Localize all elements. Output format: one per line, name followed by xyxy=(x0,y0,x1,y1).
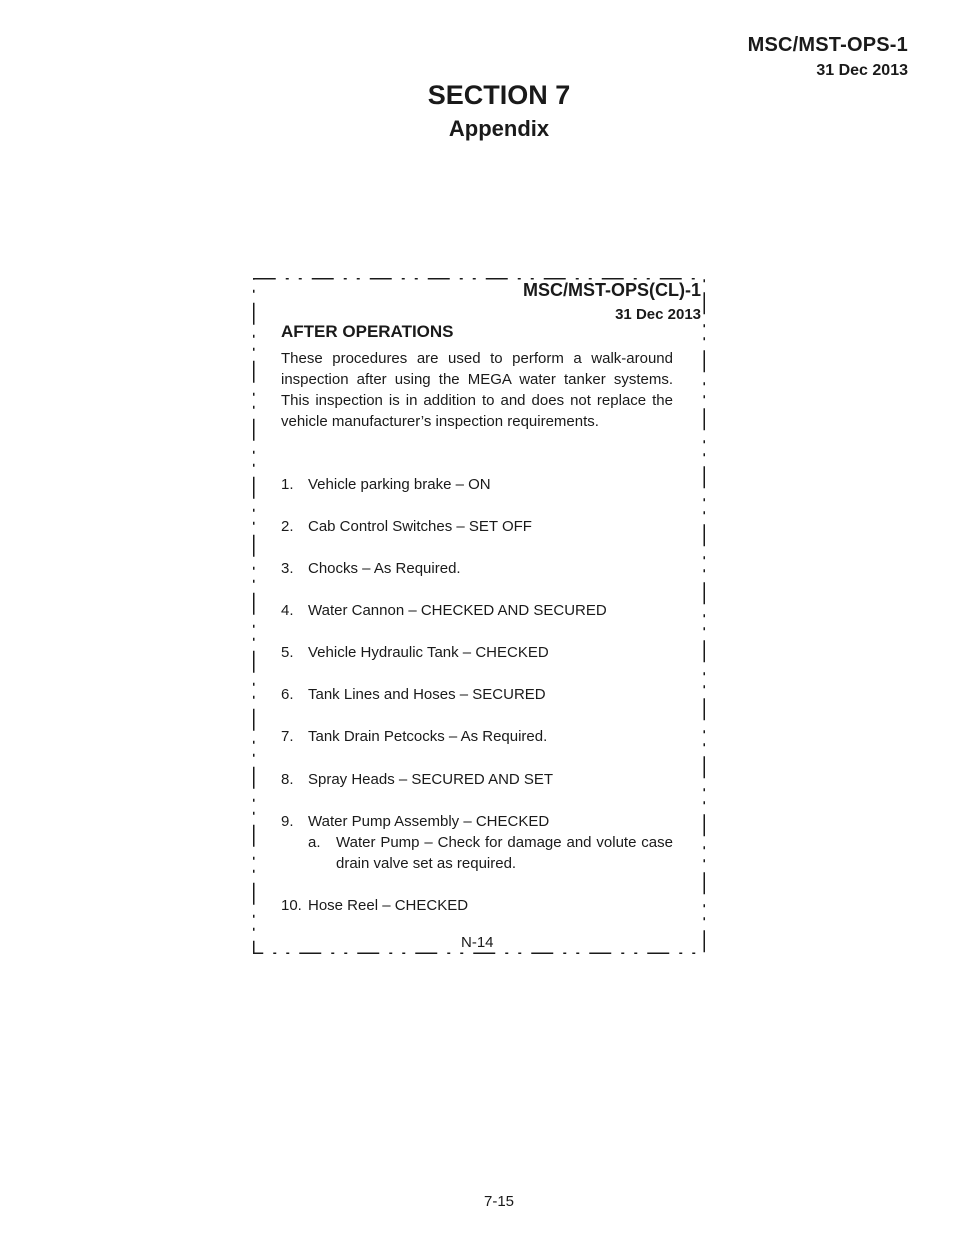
step-text: Cab Control Switches – SET OFF xyxy=(308,518,532,535)
step-number: 4. xyxy=(281,602,294,619)
step-number: 2. xyxy=(281,518,294,535)
step-text: Tank Drain Petcocks – As Required. xyxy=(308,728,548,745)
step-text: Water Cannon – CHECKED AND SECURED xyxy=(308,602,607,619)
document-id: MSC/MST-OPS-1 xyxy=(747,34,908,56)
step-text: Chocks – As Required. xyxy=(308,560,461,577)
card-document-id: MSC/MST-OPS(CL)-1 xyxy=(523,280,701,300)
section-title: SECTION 7 xyxy=(427,80,571,110)
step-text: Vehicle Hydraulic Tank – CHECKED xyxy=(308,644,549,661)
step-text: Spray Heads – SECURED AND SET xyxy=(308,771,554,788)
checklist-card xyxy=(253,278,705,954)
step-text: Hose Reel – CHECKED xyxy=(308,897,469,914)
step-text: Tank Lines and Hoses – SECURED xyxy=(308,686,546,703)
step-number: 5. xyxy=(281,644,294,661)
step-text: Vehicle parking brake – ON xyxy=(308,476,491,493)
intro-paragraph: These procedures are used to perform a walk-around inspection after using the MEGA water tanker systems. This inspection is in addition to and does not replace the vehicle manufacturer’s inspection requirements. xyxy=(281,350,673,430)
card-page-number: N-14 xyxy=(461,934,494,951)
step-number: 1. xyxy=(281,476,294,493)
document-date: 31 Dec 2013 xyxy=(816,62,908,79)
page-number: 7-15 xyxy=(483,1193,515,1210)
card-document-date: 31 Dec 2013 xyxy=(615,306,701,323)
step-number: 7. xyxy=(281,728,294,745)
step-number: 10. xyxy=(281,897,302,914)
sub-item-letter: a. xyxy=(308,834,321,851)
step-text: Water Pump Assembly – CHECKED xyxy=(308,813,550,830)
step-number: 3. xyxy=(281,560,294,577)
step-number: 9. xyxy=(281,813,294,830)
card-heading: AFTER OPERATIONS xyxy=(281,322,454,341)
step-number: 8. xyxy=(281,771,294,788)
sub-item-text: Water Pump – Check for damage and volute case drain valve set as required. xyxy=(336,834,673,872)
step-number: 6. xyxy=(281,686,294,703)
section-subtitle: Appendix xyxy=(448,116,550,141)
